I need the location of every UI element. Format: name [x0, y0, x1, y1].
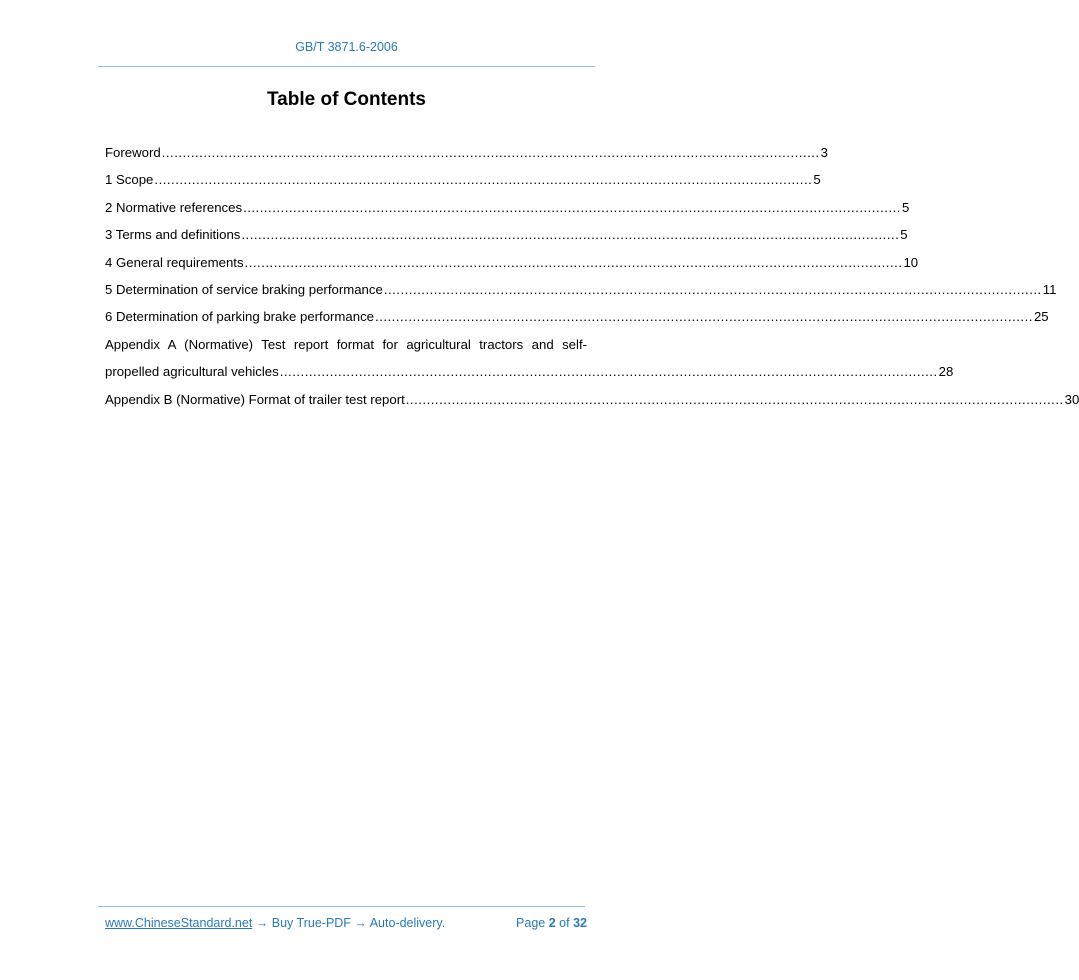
toc-entry-label: 1 Scope: [105, 172, 154, 188]
toc-entry-page: 5: [900, 227, 908, 243]
footer-tagline: → Buy True-PDF → Auto-delivery.: [252, 916, 446, 930]
toc-entry-label: propelled agricultural vehicles: [105, 364, 279, 380]
toc-entry-label: 4 General requirements: [105, 254, 244, 270]
toc-leader-dots: ..............................................................................................................................................................: [154, 172, 813, 188]
footer-divider: [98, 906, 585, 907]
toc-leader-dots: ..............................................................................................................................................................: [375, 309, 1033, 325]
toc-entry-page: 11: [1042, 282, 1057, 298]
toc-entry-label: Foreword: [105, 145, 161, 160]
toc-entry-label: 3 Terms and definitions: [105, 227, 241, 243]
toc-entry-page: 25: [1033, 309, 1049, 325]
toc-entry-page: 5: [813, 172, 821, 188]
toc-leader-dots: ..............................................................................................................................................................: [244, 254, 903, 270]
toc-leader-dots: ..............................................................................................................................................................: [405, 391, 1064, 407]
document-id-header: GB/T 3871.6-2006: [295, 40, 398, 54]
toc-entry-label: Appendix B (Normative) Format of trailer test report: [105, 391, 405, 407]
toc-leader-dots: ..............................................................................................................................................................: [243, 199, 901, 215]
toc-entry-appendix-a-line2[interactable]: [105, 358, 954, 385]
toc-leader-dots: ..............................................................................................................................................................: [383, 282, 1042, 298]
website-link[interactable]: www.ChineseStandard.net: [105, 916, 253, 930]
header-divider: [98, 66, 595, 67]
toc-entry-general-requirements[interactable]: [105, 249, 919, 276]
toc-leader-dots: ..............................................................................................................................................................: [161, 145, 820, 160]
toc-entry-label: 5 Determination of service braking performance: [105, 282, 383, 298]
toc-entry-page: 5: [901, 199, 910, 215]
page-current: 2: [548, 916, 556, 930]
toc-entry-page: 10: [903, 254, 919, 270]
toc-entry-normative-references[interactable]: [105, 194, 910, 221]
toc-leader-dots: ..............................................................................................................................................................: [241, 227, 900, 243]
toc-entry-terms-definitions[interactable]: [105, 221, 908, 248]
toc-entry-label: 2 Normative references: [105, 199, 243, 215]
toc-entry-label: 6 Determination of parking brake performance: [105, 309, 375, 325]
toc-entry-page: 30: [1064, 391, 1079, 407]
page-prefix: Page: [516, 916, 546, 930]
toc-entry-page: 28: [938, 364, 954, 380]
toc-entry-scope[interactable]: [105, 166, 821, 193]
footer-promo: [105, 916, 445, 930]
page-of: of: [559, 916, 570, 930]
page-title: Table of Contents: [266, 89, 427, 110]
toc-entry-appendix-a-line1[interactable]: [105, 331, 587, 358]
toc-leader-dots: ..............................................................................................................................................................: [279, 364, 938, 380]
toc-entry-parking-brake[interactable]: [105, 303, 1049, 330]
table-of-contents: [105, 139, 1079, 413]
toc-entry-appendix-b[interactable]: [105, 386, 1079, 413]
page-total: 32: [573, 916, 587, 930]
toc-entry-foreword[interactable]: [105, 139, 828, 166]
toc-entry-service-braking[interactable]: [105, 276, 1057, 303]
toc-entry-page: 3: [820, 145, 828, 160]
page-footer: [105, 916, 587, 930]
toc-entry-label: Appendix A (Normative) Test report format for agricultural tractors and self-: [105, 336, 587, 352]
page-indicator: [516, 916, 587, 930]
